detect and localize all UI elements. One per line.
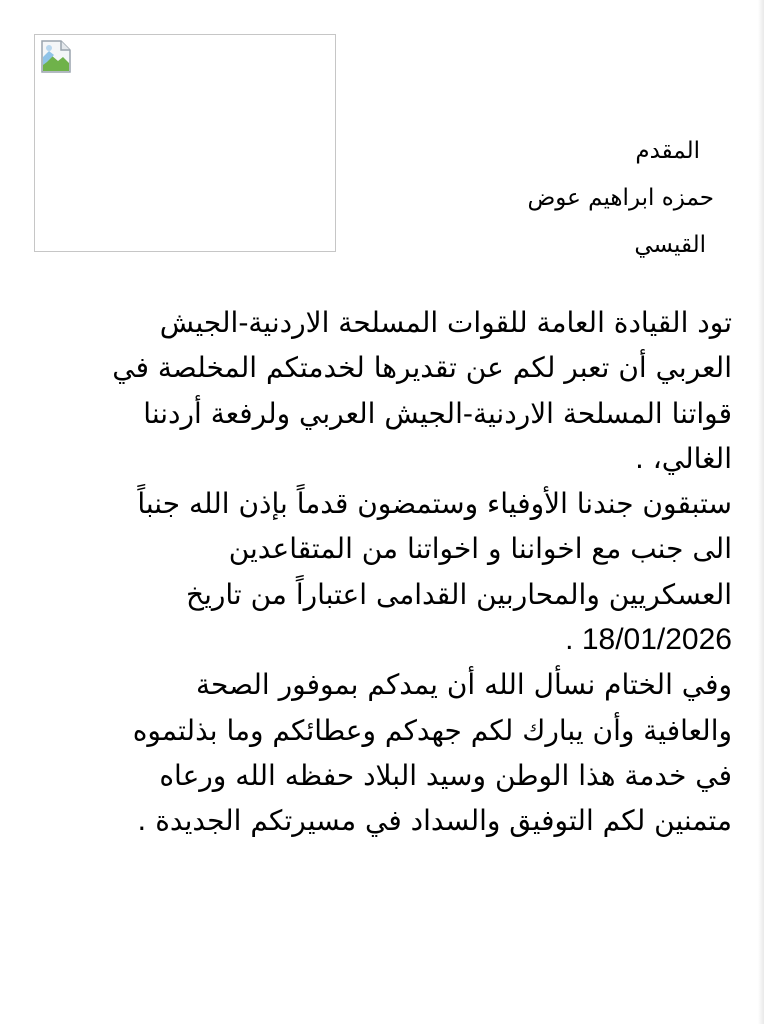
letter-body [32,300,732,844]
broken-image-icon [39,39,73,75]
recipient-rank: المقدم [635,138,700,164]
letter-line: في خدمة هذا الوطن وسيد البلاد حفظه الله ورعاه [159,758,732,792]
image-placeholder [34,34,336,252]
recipient-name: حمزه ابراهيم عوض [527,185,714,211]
letter-line: متمنين لكم التوفيق والسداد في مسيرتكم الجديدة . [137,804,732,838]
recipient-surname: القيسي [634,232,706,258]
page-edge-shadow [758,0,764,1024]
letter-line: والعافية وأن يبارك لكم جهدكم وعطائكم وما بذلتموه [132,713,732,747]
letter-line: الى جنب مع اخواننا و اخواتنا من المتقاعدين [228,532,732,566]
letter-line: الغالي، . [634,441,732,475]
letter-line: العسكريين والمحاربين القدامى اعتباراً من تاريخ [186,577,732,611]
letter-line: ستبقون جندنا الأوفياء وستمضون قدماً بإذن الله جنباً [137,487,732,521]
recipient-block [414,128,714,269]
retirement-date-line: 18/01/2026 . [565,623,732,657]
letter-line: قواتنا المسلحة الاردنية-الجيش العربي ولرفعة أردننا [143,396,732,430]
letter-line: تود القيادة العامة للقوات المسلحة الاردنية-الجيش [159,306,732,339]
letter-line: وفي الختام نسأل الله أن يمدكم بموفور الصحة [196,668,732,702]
letter-line: العربي أن تعبر لكم عن تقديرها لخدمتكم المخلصة في [112,351,732,385]
